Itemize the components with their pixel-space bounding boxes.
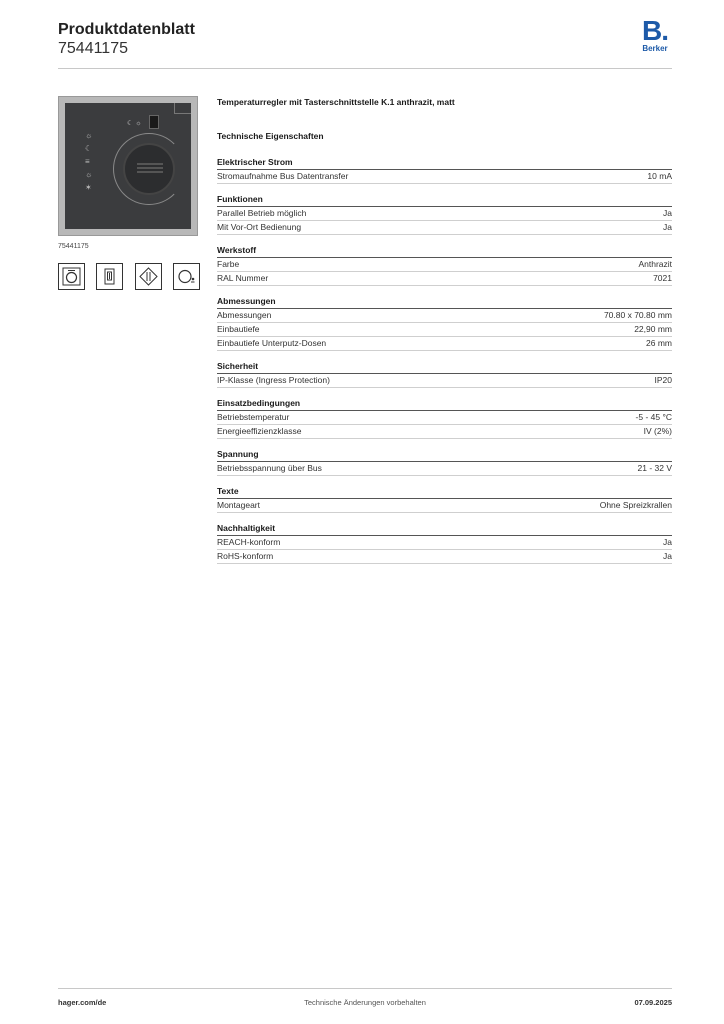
property-value: 70.80 x 70.80 mm xyxy=(603,310,672,320)
property-label: Farbe xyxy=(217,259,240,269)
property-row xyxy=(217,462,672,476)
property-value: 21 - 32 V xyxy=(637,463,672,473)
property-label: Energieeffizienzklasse xyxy=(217,426,302,436)
property-row xyxy=(217,258,672,272)
property-value: IV (2%) xyxy=(643,426,672,436)
section-title: Technische Eigenschaften xyxy=(217,131,324,141)
property-row xyxy=(217,309,672,323)
knx-bus-icon xyxy=(135,263,162,290)
footer-website: hager.com/de xyxy=(58,998,107,1007)
property-label: Mit Vor-Ort Bedienung xyxy=(217,222,302,232)
property-value: Ohne Spreizkrallen xyxy=(599,500,672,510)
property-row xyxy=(217,536,672,550)
group-title: Funktionen xyxy=(217,193,672,207)
property-value: Ja xyxy=(663,208,672,218)
group-title: Spannung xyxy=(217,448,672,462)
header-divider xyxy=(58,68,672,69)
group-title: Texte xyxy=(217,485,672,499)
property-label: RAL Nummer xyxy=(217,273,269,283)
property-groups xyxy=(217,156,672,564)
page-header xyxy=(58,15,672,68)
property-label: Einbautiefe Unterputz-Dosen xyxy=(217,338,327,348)
property-value: Ja xyxy=(663,222,672,232)
property-label: Abmessungen xyxy=(217,310,272,320)
property-value: 26 mm xyxy=(646,338,672,348)
thermostat-icon xyxy=(58,263,85,290)
property-row xyxy=(217,272,672,286)
property-label: Montageart xyxy=(217,500,260,510)
property-value: -5 - 45 °C xyxy=(635,412,672,422)
status-symbols: ☾ ☼ xyxy=(127,120,142,127)
property-label: REACH-konform xyxy=(217,537,281,547)
footer-divider xyxy=(58,988,672,989)
article-number: 75441175 xyxy=(58,40,128,57)
group-title: Abmessungen xyxy=(217,295,672,309)
property-value: Anthrazit xyxy=(638,259,672,269)
property-label: Einbautiefe xyxy=(217,324,260,334)
flush-mount-icon xyxy=(96,263,123,290)
property-value: 10 mA xyxy=(647,171,672,181)
mode-icons: ☼ ☾ ≡ ☼ ✶ xyxy=(85,131,93,192)
logo-brand-name: Berker xyxy=(642,44,668,53)
image-caption: 75441175 xyxy=(58,243,89,250)
group-title: Elektrischer Strom xyxy=(217,156,672,170)
product-name: Temperaturregler mit Tasterschnittstelle K.1 anthrazit, matt xyxy=(217,97,455,107)
property-row xyxy=(217,337,672,351)
property-row xyxy=(217,411,672,425)
group-title: Nachhaltigkeit xyxy=(217,522,672,536)
footer-date: 07.09.2025 xyxy=(634,998,672,1007)
product-details xyxy=(217,96,672,564)
property-row xyxy=(217,170,672,184)
property-row xyxy=(217,207,672,221)
property-label: Betriebsspannung über Bus xyxy=(217,463,322,473)
group-title: Einsatzbedingungen xyxy=(217,397,672,411)
property-value: Ja xyxy=(663,551,672,561)
property-label: Parallel Betrieb möglich xyxy=(217,208,307,218)
feature-icons xyxy=(58,263,198,291)
group-title: Sicherheit xyxy=(217,360,672,374)
property-row xyxy=(217,425,672,439)
property-value: 22,90 mm xyxy=(634,324,672,334)
property-row xyxy=(217,550,672,564)
corner-detail xyxy=(174,103,191,114)
rotary-knob xyxy=(123,143,175,195)
footer-notice: Technische Änderungen vorbehalten xyxy=(304,998,426,1007)
property-row xyxy=(217,499,672,513)
led-indicator xyxy=(149,115,159,129)
property-label: Betriebstemperatur xyxy=(217,412,290,422)
product-image-face xyxy=(65,103,191,229)
logo-letter: B. xyxy=(642,15,668,46)
property-value: Ja xyxy=(663,537,672,547)
property-label: Stromaufnahme Bus Datentransfer xyxy=(217,171,349,181)
property-row xyxy=(217,374,672,388)
property-label: IP-Klasse (Ingress Protection) xyxy=(217,375,330,385)
property-label: RoHS-konform xyxy=(217,551,274,561)
property-value: 7021 xyxy=(653,273,672,283)
property-row xyxy=(217,221,672,235)
property-row xyxy=(217,323,672,337)
product-image xyxy=(58,96,198,236)
sensor-extension-icon xyxy=(173,263,200,290)
berker-logo xyxy=(638,15,672,53)
group-title: Werkstoff xyxy=(217,244,672,258)
page-title: Produktdatenblatt xyxy=(58,21,195,38)
property-value: IP20 xyxy=(654,375,672,385)
